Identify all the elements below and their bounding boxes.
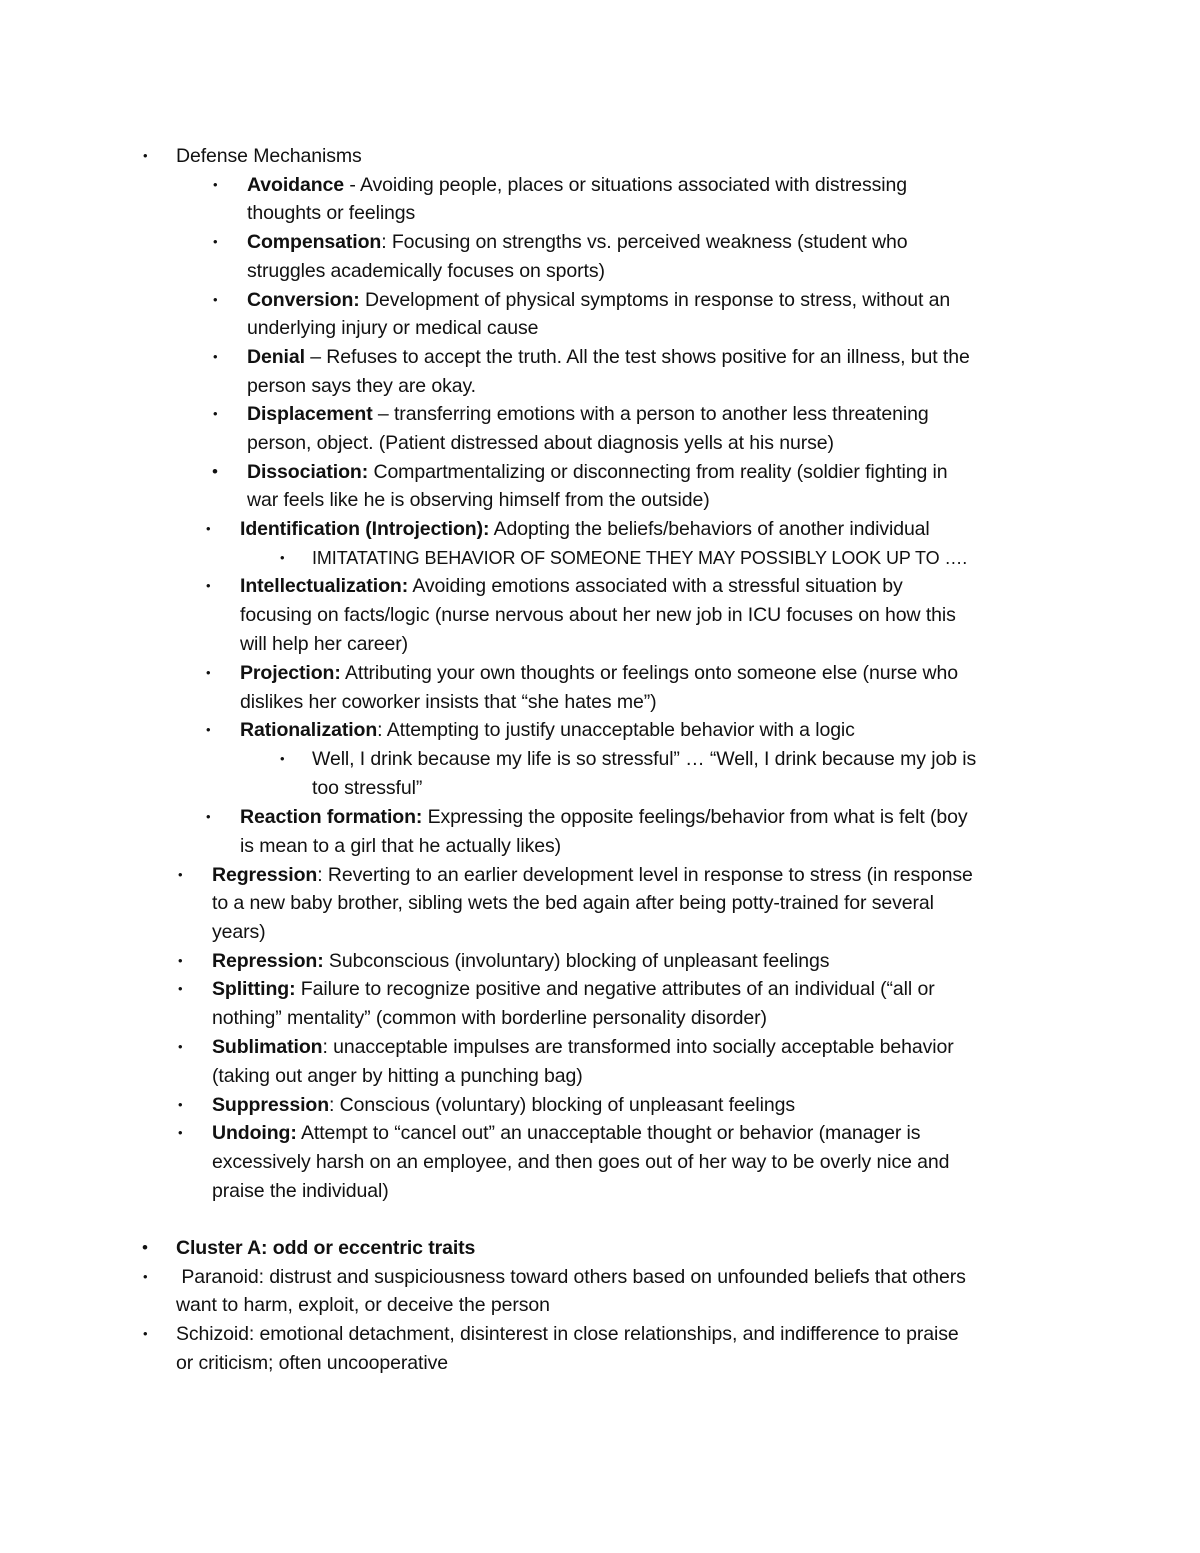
term: Projection: bbox=[240, 662, 341, 684]
description: Failure to recognize positive and negative attributes of an individual (“all or bbox=[295, 978, 935, 1000]
bullet: • bbox=[178, 981, 183, 996]
item-projection bbox=[240, 659, 958, 687]
bullet: • bbox=[142, 1238, 148, 1257]
item-compensation-cont: struggles academically focuses on sports) bbox=[247, 260, 605, 282]
bullet: • bbox=[213, 292, 218, 307]
item-displacement bbox=[247, 400, 929, 428]
item-denial-cont: person says they are okay. bbox=[247, 375, 476, 397]
term: Rationalization bbox=[240, 719, 378, 741]
item-intellectualization-cont: will help her career) bbox=[240, 633, 409, 655]
description: Attributing your own thoughts or feelings onto someone else (nurse who bbox=[340, 662, 959, 684]
bullet: • bbox=[213, 406, 218, 421]
term: Sublimation bbox=[212, 1036, 323, 1058]
item-intellectualization-cont: focusing on facts/logic (nurse nervous about her new job in ICU focuses on how this bbox=[240, 604, 956, 626]
item-rationalization bbox=[240, 716, 855, 744]
term: Displacement bbox=[247, 403, 373, 425]
term: Compensation bbox=[247, 231, 382, 253]
bullet: • bbox=[213, 349, 218, 364]
section-heading-defense-mechanisms: Defense Mechanisms bbox=[176, 145, 362, 167]
item-identification bbox=[240, 515, 930, 543]
item-rationalization-sub-cont: too stressful” bbox=[312, 777, 423, 799]
term: Dissociation: bbox=[247, 461, 369, 483]
item-identification-sub: IMITATATING BEHAVIOR OF SOMEONE THEY MAY POSSIBLY LOOK UP TO …. bbox=[312, 548, 968, 568]
item-reaction-formation bbox=[240, 803, 968, 831]
item-undoing-cont: praise the individual) bbox=[212, 1180, 389, 1202]
bullet: • bbox=[206, 578, 211, 593]
description: : Attempting to justify unacceptable behavior with a logic bbox=[377, 719, 855, 741]
item-dissociation bbox=[247, 458, 947, 486]
item-rationalization-sub: Well, I drink because my life is so stressful” … “Well, I drink because my job is bbox=[312, 748, 977, 770]
term: Undoing: bbox=[212, 1122, 297, 1144]
bullet: • bbox=[280, 751, 285, 766]
bullet: • bbox=[280, 550, 285, 565]
term: Cluster A: odd or eccentric traits bbox=[176, 1237, 476, 1259]
bullet: • bbox=[143, 148, 148, 163]
description: Attempt to “cancel out” an unacceptable thought or behavior (manager is bbox=[296, 1122, 921, 1144]
bullet: • bbox=[206, 521, 211, 536]
description: : unacceptable impulses are transformed into socially acceptable behavior bbox=[322, 1036, 954, 1058]
description: Compartmentalizing or disconnecting from reality (soldier fighting in bbox=[368, 461, 948, 483]
term: Avoidance bbox=[247, 174, 344, 196]
item-suppression bbox=[212, 1091, 795, 1119]
item-splitting bbox=[212, 975, 935, 1003]
item-regression-cont: years) bbox=[212, 921, 266, 943]
item-conversion-cont: underlying injury or medical cause bbox=[247, 317, 539, 339]
description: Avoiding emotions associated with a stressful situation by bbox=[408, 575, 903, 597]
bullet: • bbox=[178, 1039, 183, 1054]
bullet: • bbox=[178, 1097, 183, 1112]
item-conversion bbox=[247, 286, 950, 314]
bullet: • bbox=[212, 462, 218, 481]
term: Repression: bbox=[212, 950, 324, 972]
item-sublimation-cont: (taking out anger by hitting a punching bag) bbox=[212, 1065, 583, 1087]
item-schizoid-cont: or criticism; often uncooperative bbox=[176, 1352, 448, 1374]
bullet: • bbox=[178, 1125, 183, 1140]
item-denial bbox=[247, 343, 970, 371]
description: Expressing the opposite feelings/behavior from what is felt (boy bbox=[422, 806, 968, 828]
item-undoing-cont: excessively harsh on an employee, and then goes out of her way to be overly nice and bbox=[212, 1151, 950, 1173]
term: Regression bbox=[212, 864, 318, 886]
term: Reaction formation: bbox=[240, 806, 423, 828]
term: Identification (Introjection): bbox=[240, 518, 490, 540]
item-compensation bbox=[247, 228, 908, 256]
item-avoidance bbox=[247, 171, 907, 199]
bullet: • bbox=[206, 665, 211, 680]
item-sublimation bbox=[212, 1033, 954, 1061]
bullet: • bbox=[213, 234, 218, 249]
item-paranoid-cont: want to harm, exploit, or deceive the person bbox=[176, 1294, 550, 1316]
bullet: • bbox=[206, 809, 211, 824]
term: Denial bbox=[247, 346, 305, 368]
item-schizoid: Schizoid: emotional detachment, disinterest in close relationships, and indifference to praise bbox=[176, 1323, 959, 1345]
bullet: • bbox=[206, 722, 211, 737]
description: : Reverting to an earlier development level in response to stress (in response bbox=[317, 864, 973, 886]
description: : Focusing on strengths vs. perceived weakness (student who bbox=[381, 231, 908, 253]
bullet: • bbox=[143, 1326, 148, 1341]
item-repression bbox=[212, 947, 829, 975]
term: Intellectualization: bbox=[240, 575, 409, 597]
description: – transferring emotions with a person to another less threatening bbox=[372, 403, 929, 425]
item-avoidance-cont: thoughts or feelings bbox=[247, 202, 416, 224]
item-reaction-formation-cont: is mean to a girl that he actually likes) bbox=[240, 835, 562, 857]
item-paranoid: Paranoid: distrust and suspiciousness toward others based on unfounded beliefs that others bbox=[176, 1266, 966, 1288]
bullet: • bbox=[178, 867, 183, 882]
description: : Conscious (voluntary) blocking of unpleasant feelings bbox=[329, 1094, 796, 1116]
item-splitting-cont: nothing” mentality” (common with borderline personality disorder) bbox=[212, 1007, 767, 1029]
term: Conversion: bbox=[247, 289, 360, 311]
description: Adopting the beliefs/behaviors of another individual bbox=[489, 518, 930, 540]
bullet: • bbox=[178, 953, 183, 968]
bullet: • bbox=[213, 177, 218, 192]
item-displacement-cont: person, object. (Patient distressed about diagnosis yells at his nurse) bbox=[247, 432, 834, 454]
description: Subconscious (involuntary) blocking of unpleasant feelings bbox=[323, 950, 830, 972]
term: Splitting: bbox=[212, 978, 296, 1000]
item-regression bbox=[212, 861, 973, 889]
item-undoing bbox=[212, 1119, 920, 1147]
item-intellectualization bbox=[240, 572, 903, 600]
description: – Refuses to accept the truth. All the test shows positive for an illness, but the bbox=[304, 346, 970, 368]
item-projection-cont: dislikes her coworker insists that “she hates me”) bbox=[240, 691, 657, 713]
section-heading-cluster-a bbox=[176, 1234, 475, 1262]
item-regression-cont: to a new baby brother, sibling wets the bed again after being potty-trained for several bbox=[212, 892, 934, 914]
item-dissociation-cont: war feels like he is observing himself from the outside) bbox=[247, 489, 710, 511]
description: Development of physical symptoms in response to stress, without an bbox=[359, 289, 951, 311]
term: Suppression bbox=[212, 1094, 330, 1116]
bullet: • bbox=[143, 1269, 148, 1284]
description: - Avoiding people, places or situations associated with distressing bbox=[344, 174, 907, 196]
